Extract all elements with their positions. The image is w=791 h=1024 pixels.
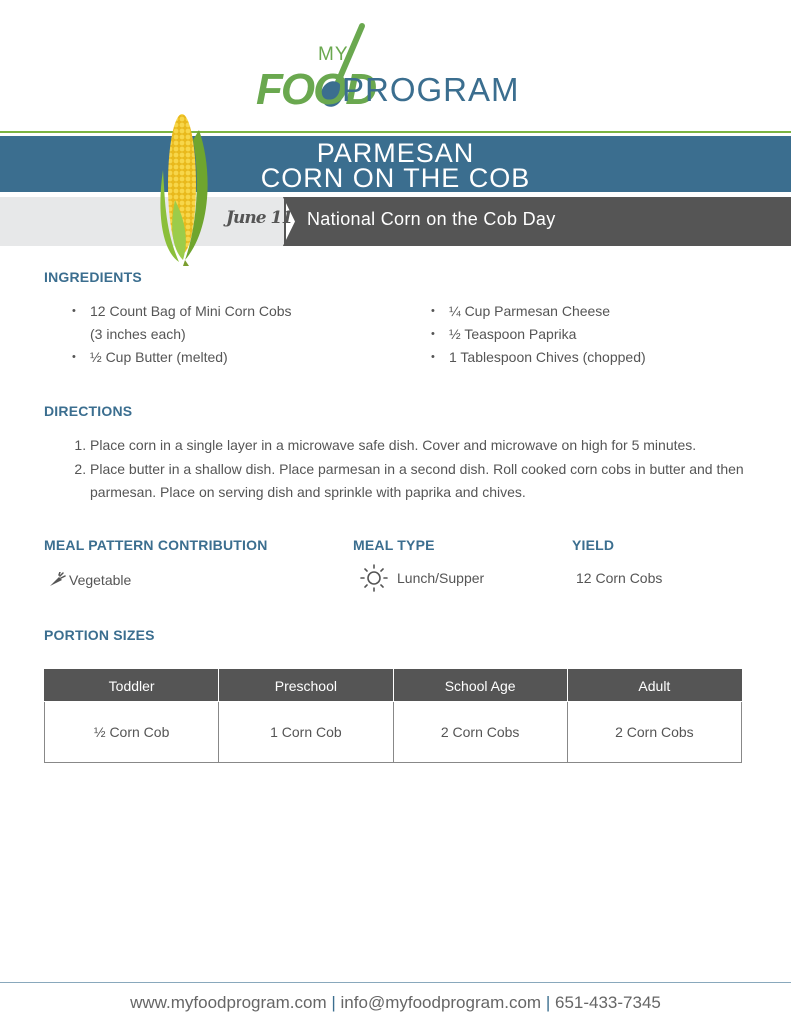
meal-pattern-heading: MEAL PATTERN CONTRIBUTION	[44, 537, 268, 553]
ingredients-list-right	[431, 300, 751, 369]
phone-number[interactable]: 651-433-7345	[554, 993, 661, 1012]
meal-type-value: Lunch/Supper	[397, 570, 485, 586]
meal-pattern-value: Vegetable	[69, 572, 132, 588]
carrot-icon	[48, 572, 66, 588]
directions-list	[44, 434, 791, 505]
ingredient-item: • ¼ Cup Parmesan Cheese	[431, 300, 751, 323]
portion-cell-adult: 2 Corn Cobs	[567, 702, 741, 763]
ingredients-list-left	[72, 300, 392, 369]
header-divider	[0, 131, 791, 133]
email-link[interactable]: info@myfoodprogram.com	[340, 993, 542, 1012]
column-header-adult: Adult	[567, 670, 741, 702]
portion-sizes-heading: PORTION SIZES	[44, 627, 155, 643]
column-header-preschool: Preschool	[219, 670, 393, 702]
brand-logo	[256, 22, 546, 112]
logo-program-text: PROGRAM	[342, 71, 520, 108]
ingredient-item: • ½ Teaspoon Paprika	[431, 323, 751, 346]
direction-step: 2. Place butter in a shallow dish. Place parmesan in a second dish. Roll cooked corn cobs in butter and then parmesan. Place on serving dish and sprinkle with paprika and chives.	[90, 458, 791, 505]
column-header-toddler: Toddler	[45, 670, 219, 702]
portion-cell-preschool: 1 Corn Cob	[219, 702, 393, 763]
ingredient-item: • 1 Tablespoon Chives (chopped)	[431, 346, 751, 369]
corn-cob-image	[155, 110, 217, 266]
logo-my-text: MY	[318, 44, 349, 65]
sun-icon	[360, 564, 388, 592]
table-row	[45, 702, 742, 763]
column-header-school-age: School Age	[393, 670, 567, 702]
event-date: June 11	[226, 208, 293, 228]
yield-value: 12 Corn Cobs	[576, 570, 663, 586]
event-name: National Corn on the Cob Day	[307, 209, 556, 229]
portion-cell-school-age: 2 Corn Cobs	[393, 702, 567, 763]
recipe-title-line2: CORN ON THE COB	[260, 163, 531, 193]
footer-separator: |	[331, 993, 336, 1012]
logo-food-text: FOOD	[256, 65, 376, 114]
yield-heading: YIELD	[572, 537, 615, 553]
direction-step: 1. Place corn in a single layer in a microwave safe dish. Cover and microwave on high for 5 minutes.	[90, 434, 791, 458]
portion-header-row	[45, 670, 742, 702]
portion-table	[44, 669, 742, 763]
footer-separator: |	[545, 993, 551, 1012]
ingredient-item: • 12 Count Bag of Mini Corn Cobs (3 inches each)	[72, 300, 392, 346]
website-link[interactable]: www.myfoodprogram.com	[130, 993, 327, 1012]
directions-heading: DIRECTIONS	[44, 403, 133, 419]
meal-type-heading: MEAL TYPE	[353, 537, 435, 553]
footer-divider	[0, 982, 791, 983]
recipe-title-line1: PARMESAN	[316, 138, 475, 168]
portion-cell-toddler: ½ Corn Cob	[45, 702, 219, 763]
ingredient-item: • ½ Cup Butter (melted)	[72, 346, 392, 369]
ingredient-note: (3 inches each)	[90, 326, 186, 342]
ingredients-heading: INGREDIENTS	[44, 269, 142, 285]
footer-contact	[0, 993, 791, 1013]
